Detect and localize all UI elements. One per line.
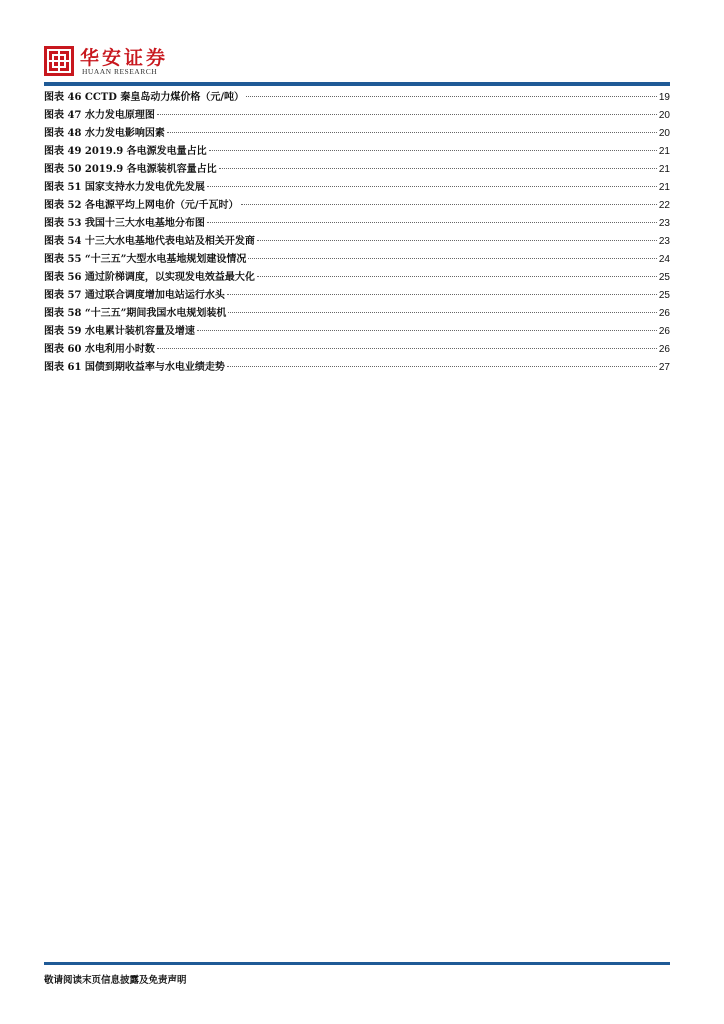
toc-entry[interactable] bbox=[44, 161, 670, 179]
toc-entry[interactable] bbox=[44, 305, 670, 323]
toc-entry-page[interactable]: 21 bbox=[658, 164, 670, 175]
toc-entry-page[interactable]: 22 bbox=[658, 200, 670, 211]
toc-leader-dots bbox=[228, 312, 656, 313]
toc-leader-dots bbox=[209, 150, 657, 151]
toc-entry-page[interactable]: 23 bbox=[658, 236, 670, 247]
toc-entry-label[interactable]: 图表 57 通过联合调度增加电站运行水头 bbox=[44, 290, 225, 301]
toc-entry-label[interactable]: 图表 55 “十三五”大型水电基地规划建设情况 bbox=[44, 254, 247, 265]
brand-name-cn: 华安证券 bbox=[80, 47, 169, 69]
toc-entry[interactable] bbox=[44, 341, 670, 359]
toc-entry-page[interactable]: 26 bbox=[658, 344, 670, 355]
footer-divider bbox=[44, 962, 670, 965]
toc-entry[interactable] bbox=[44, 233, 670, 251]
toc-entry-label[interactable]: 图表 46 CCTD 秦皇岛动力煤价格（元/吨） bbox=[44, 92, 245, 103]
toc-entry-page[interactable]: 21 bbox=[658, 182, 670, 193]
toc-entry-label[interactable]: 图表 52 各电源平均上网电价（元/千瓦时） bbox=[44, 200, 239, 211]
huaan-logo-icon bbox=[44, 46, 74, 76]
toc-entry-label[interactable]: 图表 47 水力发电原理图 bbox=[44, 110, 155, 121]
toc-entry-page[interactable]: 20 bbox=[658, 110, 670, 121]
toc-entry-page[interactable]: 25 bbox=[658, 272, 670, 283]
toc-entry-label[interactable]: 图表 56 通过阶梯调度，以实现发电效益最大化 bbox=[44, 272, 255, 283]
toc-entry[interactable] bbox=[44, 125, 670, 143]
toc-entry-page[interactable]: 24 bbox=[658, 254, 670, 265]
toc-leader-dots bbox=[219, 168, 657, 169]
toc-entry-page[interactable]: 25 bbox=[658, 290, 670, 301]
toc-leader-dots bbox=[227, 294, 657, 295]
toc-entry-label[interactable]: 图表 48 水力发电影响因素 bbox=[44, 128, 165, 139]
toc-entry[interactable] bbox=[44, 287, 670, 305]
toc-entry-label[interactable]: 图表 54 十三大水电基地代表电站及相关开发商 bbox=[44, 236, 255, 247]
toc-entry-page[interactable]: 26 bbox=[658, 308, 670, 319]
toc-entry-label[interactable]: 图表 60 水电利用小时数 bbox=[44, 344, 155, 355]
toc-entry[interactable] bbox=[44, 215, 670, 233]
toc-entry[interactable] bbox=[44, 197, 670, 215]
toc-leader-dots bbox=[207, 186, 657, 187]
toc-entry-page[interactable]: 27 bbox=[658, 362, 670, 373]
toc-entry-page[interactable]: 26 bbox=[658, 326, 670, 337]
toc-leader-dots bbox=[157, 348, 657, 349]
header-divider bbox=[44, 82, 670, 86]
toc-leader-dots bbox=[167, 132, 657, 133]
toc-entry-label[interactable]: 图表 53 我国十三大水电基地分布图 bbox=[44, 218, 205, 229]
toc-leader-dots bbox=[257, 276, 657, 277]
toc-entry-label[interactable]: 图表 58 “十三五”期间我国水电规划装机 bbox=[44, 308, 227, 319]
toc-leader-dots bbox=[246, 96, 657, 97]
toc-entry-label[interactable]: 图表 50 2019.9 各电源装机容量占比 bbox=[44, 164, 217, 175]
toc-entry-page[interactable]: 19 bbox=[658, 92, 670, 103]
figure-list bbox=[44, 89, 670, 377]
toc-entry[interactable] bbox=[44, 251, 670, 269]
toc-leader-dots bbox=[241, 204, 657, 205]
toc-leader-dots bbox=[248, 258, 656, 259]
toc-leader-dots bbox=[257, 240, 657, 241]
toc-entry-label[interactable]: 图表 51 国家支持水力发电优先发展 bbox=[44, 182, 205, 193]
toc-entry[interactable] bbox=[44, 89, 670, 107]
brand-name-en: HUAAN RESEARCH bbox=[82, 67, 158, 76]
toc-entry-page[interactable]: 20 bbox=[658, 128, 670, 139]
toc-entry[interactable] bbox=[44, 359, 670, 377]
toc-entry[interactable] bbox=[44, 269, 670, 287]
toc-entry[interactable] bbox=[44, 179, 670, 197]
toc-entry-label[interactable]: 图表 49 2019.9 各电源发电量占比 bbox=[44, 146, 207, 157]
toc-entry[interactable] bbox=[44, 323, 670, 341]
toc-leader-dots bbox=[157, 114, 657, 115]
toc-entry-page[interactable]: 23 bbox=[658, 218, 670, 229]
toc-leader-dots bbox=[227, 366, 657, 367]
toc-entry[interactable] bbox=[44, 143, 670, 161]
toc-entry-page[interactable]: 21 bbox=[658, 146, 670, 157]
toc-leader-dots bbox=[197, 330, 657, 331]
toc-entry-label[interactable]: 图表 61 国债到期收益率与水电业绩走势 bbox=[44, 362, 225, 373]
toc-entry[interactable] bbox=[44, 107, 670, 125]
toc-entry-label[interactable]: 图表 59 水电累计装机容量及增速 bbox=[44, 326, 195, 337]
disclaimer-text: 敬请阅读末页信息披露及免责声明 bbox=[44, 975, 187, 986]
toc-leader-dots bbox=[207, 222, 657, 223]
